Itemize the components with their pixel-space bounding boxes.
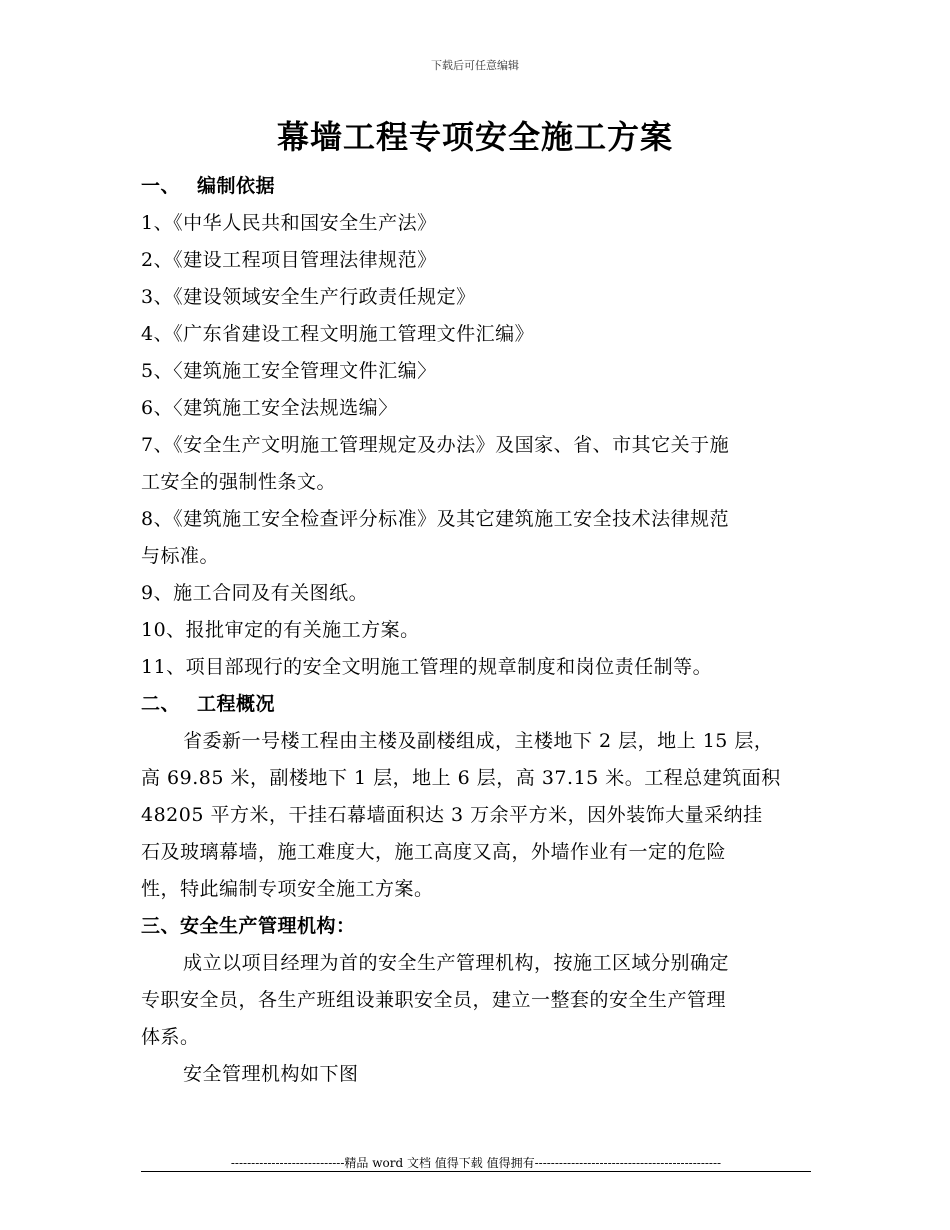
document-title: 幕墙工程专项安全施工方案 <box>276 118 673 156</box>
basis-item: 3、《建设领域安全生产行政责任规定》 <box>141 286 476 308</box>
overview-paragraph-line: 高 69.85 米，副楼地下 1 层，地上 6 层，高 37.15 米。工程总建筑面积 <box>141 767 781 789</box>
basis-item: 9、施工合同及有关图纸。 <box>141 582 369 604</box>
basis-item: 4、《广东省建设工程文明施工管理文件汇编》 <box>141 323 535 345</box>
org-paragraph-line: 成立以项目经理为首的安全生产管理机构，按施工区域分别确定 <box>183 952 730 974</box>
org-paragraph-line: 专职安全员，各生产班组设兼职安全员，建立一整套的安全生产管理 <box>141 989 727 1011</box>
org-chart-caption: 安全管理机构如下图 <box>183 1063 359 1085</box>
document-body <box>141 168 821 1093</box>
section-title: 编制依据 <box>197 175 276 197</box>
basis-item: 1、《中华人民共和国安全生产法》 <box>141 212 437 234</box>
section-title: 工程概况 <box>197 693 276 715</box>
basis-item-continued: 工安全的强制性条文。 <box>141 471 337 493</box>
basis-item: 8、《建筑施工安全检查评分标准》及其它建筑施工安全技术法律规范 <box>141 508 730 530</box>
overview-paragraph-line: 石及玻璃幕墙，施工难度大，施工高度又高，外墙作业有一定的危险 <box>141 841 727 863</box>
section-title: 安全生产管理机构： <box>180 915 356 937</box>
footer-text: ----------------------------精品 word 文档 值得下载 值得拥有---------------------------------------------- <box>230 1156 722 1170</box>
section-number: 二、 <box>141 693 181 715</box>
overview-paragraph-line: 48205 平方米，干挂石幕墙面积达 3 万余平方米，因外装饰大量采纳挂 <box>141 804 763 826</box>
overview-paragraph-line: 省委新一号楼工程由主楼及副楼组成，主楼地下 2 层，地上 15 层， <box>183 730 774 752</box>
header-note: 下载后可任意编辑 <box>431 59 519 72</box>
basis-item-continued: 与标准。 <box>141 545 220 567</box>
section-number: 一、 <box>141 175 181 197</box>
overview-paragraph-line: 性，特此编制专项安全施工方案。 <box>141 878 434 900</box>
org-paragraph-line: 体系。 <box>141 1026 200 1048</box>
basis-item: 5、〈建筑施工安全管理文件汇编〉 <box>141 360 437 382</box>
basis-item: 7、《安全生产文明施工管理规定及办法》及国家、省、市其它关于施 <box>141 434 730 456</box>
section-heading-basis <box>141 168 821 205</box>
basis-item: 2、《建设工程项目管理法律规范》 <box>141 249 437 271</box>
section-number: 三、 <box>141 915 181 937</box>
section-heading-overview <box>141 686 821 723</box>
basis-item: 11、项目部现行的安全文明施工管理的规章制度和岗位责任制等。 <box>141 656 713 678</box>
basis-item: 10、报批审定的有关施工方案。 <box>141 619 420 641</box>
footer-rule <box>141 1171 811 1172</box>
section-heading-org <box>141 908 821 945</box>
basis-item: 6、〈建筑施工安全法规选编〉 <box>141 397 398 419</box>
